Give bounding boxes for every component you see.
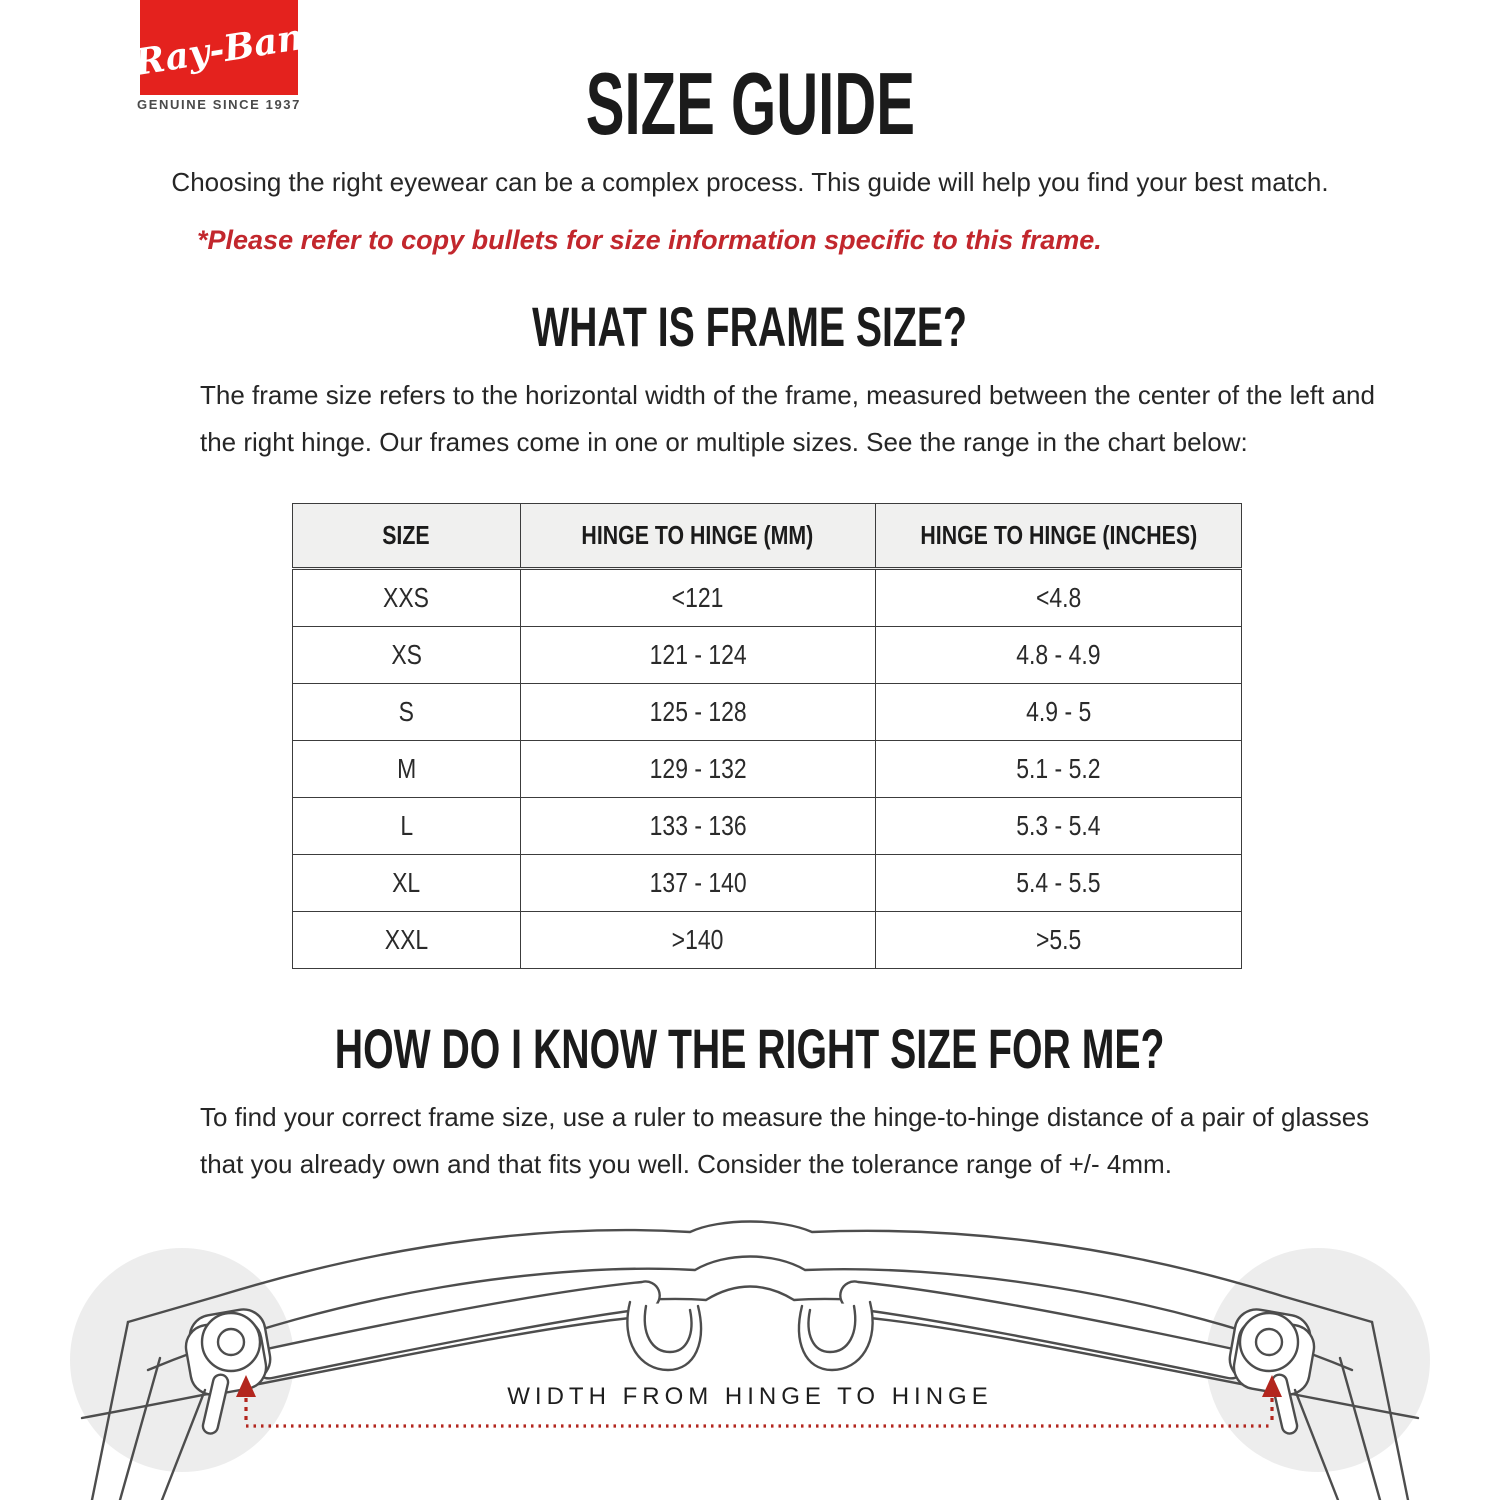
intro-text: Choosing the right eyewear can be a complex process. This guide will help you find your best match. xyxy=(171,167,1329,197)
frame-size-heading-text: WHAT IS FRAME SIZE? xyxy=(532,295,968,358)
svg-text:Ray-Ban: Ray-Ban xyxy=(140,15,298,85)
page-title-text: SIZE GUIDE xyxy=(585,54,915,153)
frame-note-text: *Please refer to copy bullets for size information specific to this frame. xyxy=(197,225,1102,255)
table-row: XS 121 - 124 4.8 - 4.9 xyxy=(293,627,1242,684)
right-size-body: To find your correct frame size, use a ruler to measure the hinge-to-hinge distance of a pair of glasses that you already own and that fits you well. Consider the tolerance range of +/- 4mm. xyxy=(200,1102,1370,1179)
table-row: S 125 - 128 4.9 - 5 xyxy=(293,684,1242,741)
col-header-size: SIZE xyxy=(293,504,521,569)
size-table-grid xyxy=(292,503,1242,969)
page-title xyxy=(0,54,1500,153)
glasses-outline xyxy=(82,1222,1418,1500)
size-table xyxy=(292,503,1242,969)
frame-size-body: The frame size refers to the horizontal width of the frame, measured between the center of the left and the right hinge. Our frames come in one or multiple sizes. See the range in the chart below: xyxy=(200,380,1375,457)
glasses-illustration xyxy=(0,1190,1500,1500)
col-header-inches: HINGE TO HINGE (INCHES) xyxy=(875,504,1241,569)
col-header-mm: HINGE TO HINGE (MM) xyxy=(520,504,875,569)
brand-tagline: GENUINE SINCE 1937 xyxy=(137,97,301,112)
right-size-heading xyxy=(0,1019,1500,1079)
table-row: XXL >140 >5.5 xyxy=(293,912,1242,969)
table-row: L 133 - 136 5.3 - 5.4 xyxy=(293,798,1242,855)
table-row: XL 137 - 140 5.4 - 5.5 xyxy=(293,855,1242,912)
table-row: XXS <121 <4.8 xyxy=(293,569,1242,627)
table-row: M 129 - 132 5.1 - 5.2 xyxy=(293,741,1242,798)
size-table-header-row xyxy=(293,504,1242,569)
frame-size-heading xyxy=(0,297,1500,357)
diagram-label: WIDTH FROM HINGE TO HINGE xyxy=(507,1383,993,1410)
right-size-heading-text: HOW DO I KNOW THE RIGHT SIZE FOR ME? xyxy=(335,1017,1165,1080)
